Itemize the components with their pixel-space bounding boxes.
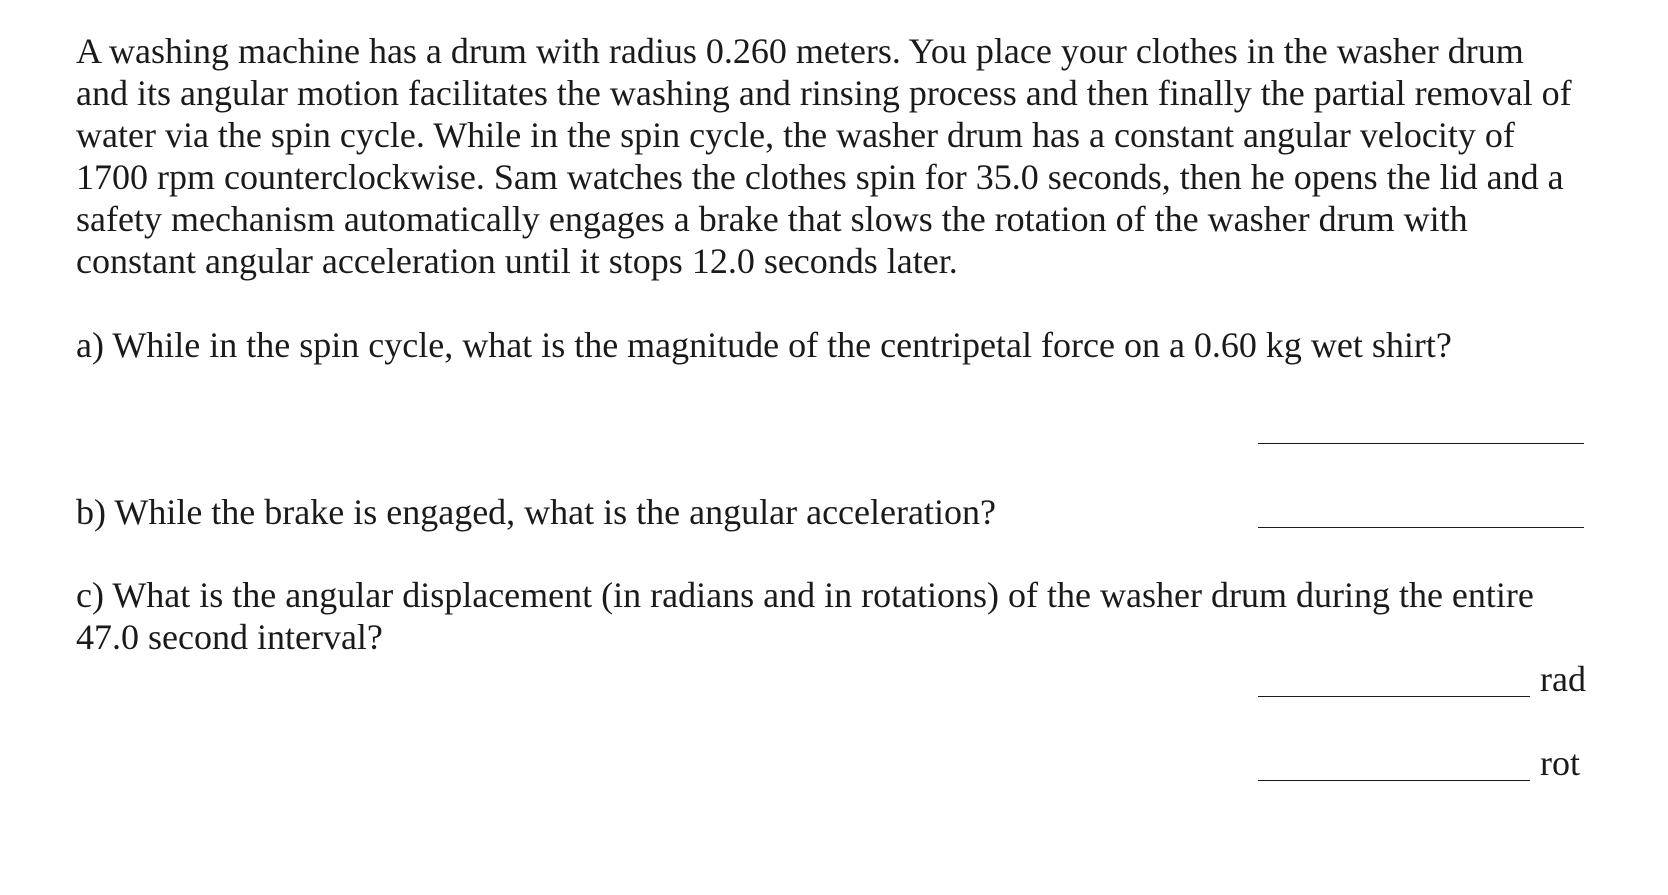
problem-line: 1700 rpm counterclockwise. Sam watches the clothes spin for 35.0 seconds, then he opens the lid and a [76, 157, 1564, 197]
answer-blank-c-radians[interactable] [1258, 696, 1530, 697]
problem-line: water via the spin cycle. While in the spin cycle, the washer drum has a constant angular velocity of [76, 115, 1515, 155]
question-c-line: c) What is the angular displacement (in radians and in rotations) of the washer drum during the entire [76, 575, 1534, 615]
answer-blank-c-rotations[interactable] [1258, 780, 1530, 781]
question-c [76, 574, 1534, 658]
problem-statement [76, 30, 1606, 282]
answer-blank-b[interactable] [1258, 527, 1584, 528]
problem-line: safety mechanism automatically engages a brake that slows the rotation of the washer drum with [76, 199, 1468, 239]
unit-label-rad: rad [1540, 659, 1586, 699]
question-a: a) While in the spin cycle, what is the magnitude of the centripetal force on a 0.60 kg wet shirt? [76, 325, 1452, 365]
question-c-line: 47.0 second interval? [76, 617, 383, 657]
answer-blank-a[interactable] [1258, 443, 1584, 444]
problem-line: constant angular acceleration until it stops 12.0 seconds later. [76, 241, 958, 281]
problem-line: A washing machine has a drum with radius 0.260 meters. You place your clothes in the washer drum [76, 31, 1524, 71]
question-b: b) While the brake is engaged, what is the angular acceleration? [76, 492, 996, 532]
problem-line: and its angular motion facilitates the washing and rinsing process and then finally the partial removal of [76, 73, 1572, 113]
unit-label-rot: rot [1540, 743, 1580, 783]
